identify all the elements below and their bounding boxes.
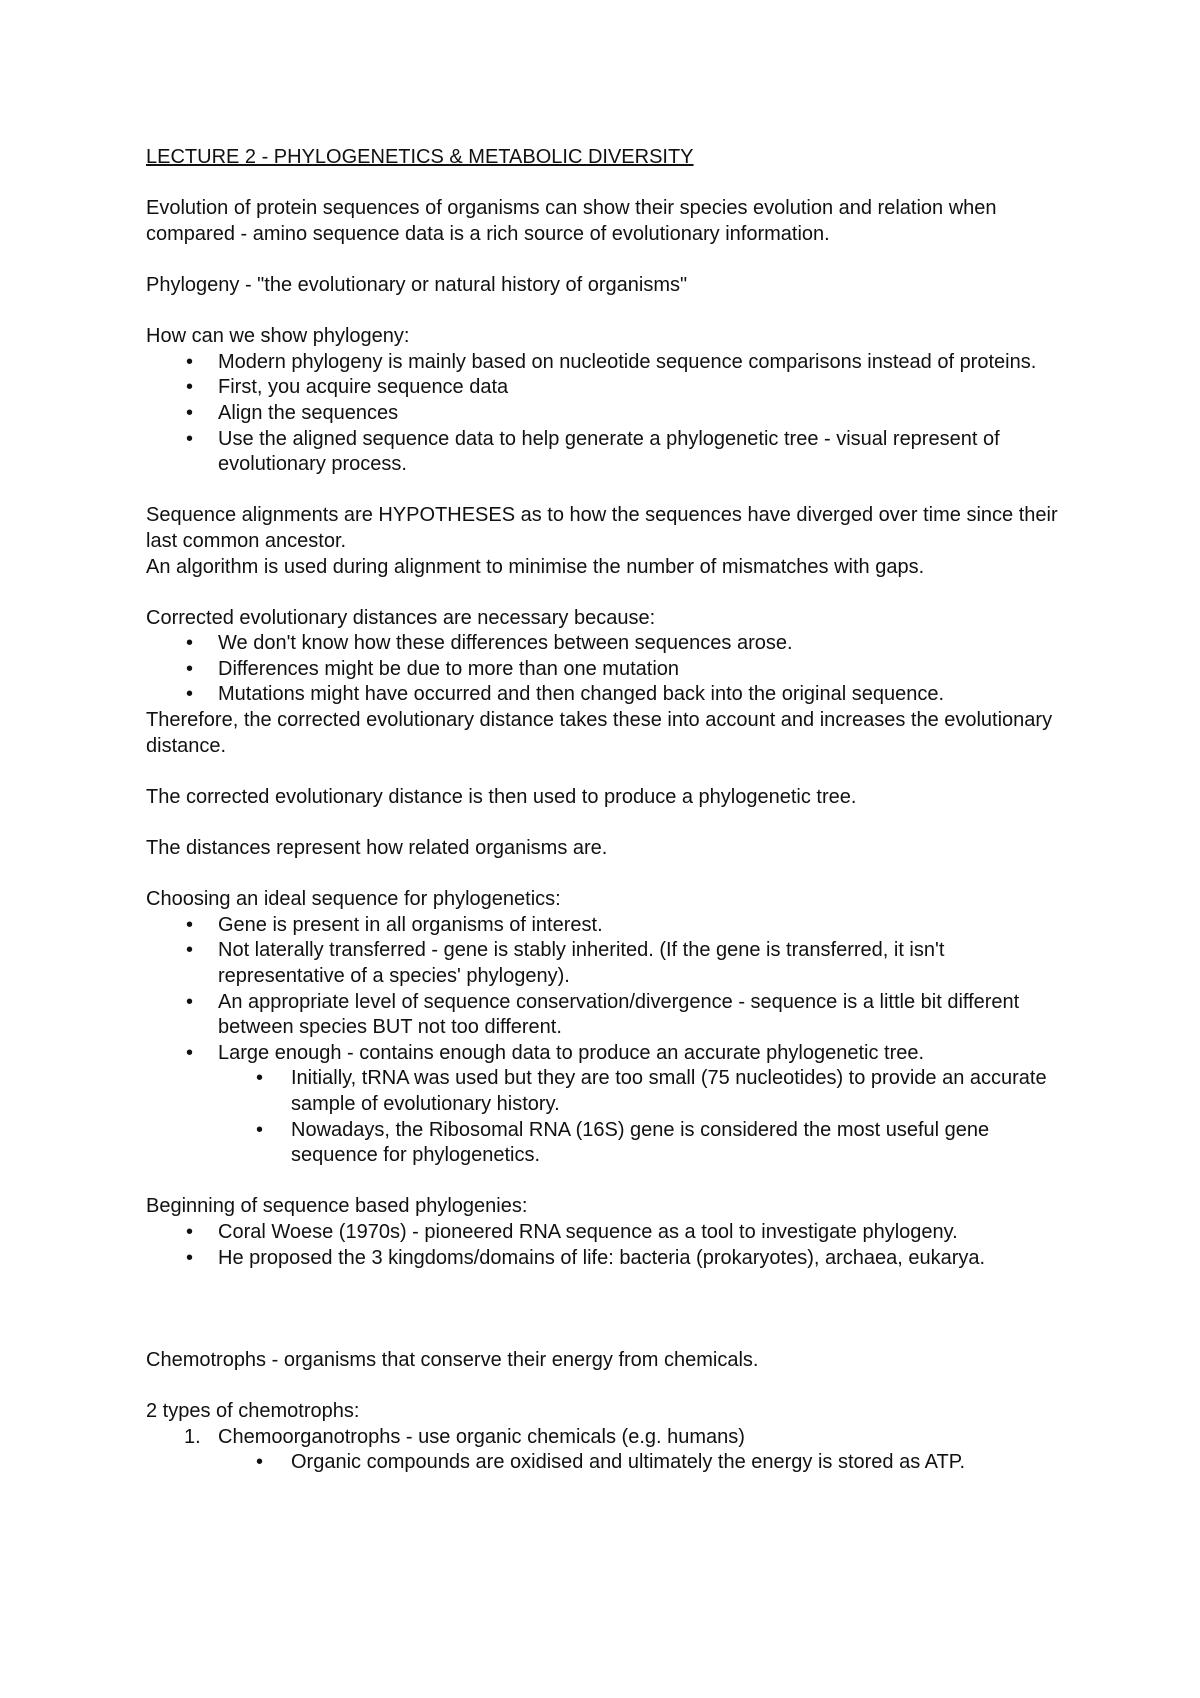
list-item: • Align the sequences: [146, 401, 1066, 427]
sub-list-item: • Organic compounds are oxidised and ultimately the energy is stored as ATP.: [146, 1450, 1066, 1476]
list-item: • An appropriate level of sequence conservation/divergence - sequence is a little bit different between species BUT not too different.: [186, 990, 1020, 1039]
chemotroph-types-sublist: [146, 1450, 1066, 1476]
list-item: • Differences might be due to more than one mutation: [146, 657, 1066, 683]
list-item: • Use the aligned sequence data to help generate a phylogenetic tree - visual represent of evolutionary process.: [186, 427, 1000, 476]
bullet-icon: •: [186, 1220, 194, 1243]
phylogeny-definition: Phylogeny - "the evolutionary or natural history of organisms": [146, 273, 688, 296]
algorithm-paragraph: An algorithm is used during alignment to minimise the number of mismatches with gaps.: [146, 555, 925, 578]
bullet-icon: •: [186, 913, 194, 936]
lecture-title: LECTURE 2 - PHYLOGENETICS & METABOLIC DIVERSITY: [146, 146, 694, 168]
list-item: • Mutations might have occurred and then changed back into the original sequence.: [146, 682, 1066, 708]
sub-list-item: • Initially, tRNA was used but they are too small (75 nucleotides) to provide an accurate sample of evolutionary history.: [256, 1067, 1047, 1115]
corrected-distances-list: [146, 631, 1066, 708]
corrected-conclusion: Therefore, the corrected evolutionary distance takes these into account and increases the evolutionary distance.: [146, 709, 1053, 757]
bullet-icon: •: [186, 683, 194, 706]
bullet-icon: •: [186, 427, 194, 450]
bullet-icon: •: [186, 657, 194, 680]
list-item: • Gene is present in all organisms of interest.: [146, 913, 1066, 939]
list-item: • First, you acquire sequence data: [146, 375, 1066, 401]
chemotroph-types-heading: 2 types of chemotrophs:: [146, 1400, 360, 1423]
tree-sentence: The corrected evolutionary distance is then used to produce a phylogenetic tree.: [146, 785, 857, 808]
chemotrophs-definition: Chemotrophs - organisms that conserve their energy from chemicals.: [146, 1348, 759, 1371]
list-item: • Coral Woese (1970s) - pioneered RNA sequence as a tool to investigate phylogeny.: [146, 1220, 1066, 1246]
intro-paragraph: Evolution of protein sequences of organisms can show their species evolution and relation when compared - amino sequence data is a rich source of evolutionary information.: [146, 197, 997, 245]
ideal-sequence-heading: Choosing an ideal sequence for phylogenetics:: [146, 888, 561, 911]
list-item: • He proposed the 3 kingdoms/domains of life: bacteria (prokaryotes), archaea, eukarya.: [146, 1246, 1066, 1272]
bullet-icon: •: [256, 1067, 264, 1090]
bullet-icon: •: [186, 401, 194, 424]
bullet-icon: •: [186, 939, 194, 962]
corrected-distances-heading: Corrected evolutionary distances are necessary because:: [146, 606, 656, 629]
alignment-paragraph: Sequence alignments are HYPOTHESES as to how the sequences have diverged over time since their last common ancestor.: [146, 504, 1058, 552]
list-item: • We don't know how these differences between sequences arose.: [146, 631, 1066, 657]
list-item: • Not laterally transferred - gene is stably inherited. (If the gene is transferred, it isn't representative of a species' phylogeny).: [186, 939, 945, 987]
ideal-sequence-list: [146, 913, 1066, 1067]
sub-list-item: • Nowadays, the Ribosomal RNA (16S) gene is considered the most useful gene sequence for phylogenetics.: [256, 1118, 990, 1167]
distances-sentence: The distances represent how related organisms are.: [146, 837, 608, 860]
show-phylogeny-heading: How can we show phylogeny:: [146, 325, 410, 348]
bullet-icon: •: [186, 1246, 194, 1269]
document-body: [146, 145, 1066, 1476]
list-number: 1.: [184, 1425, 201, 1448]
list-item: • Large enough - contains enough data to produce an accurate phylogenetic tree.: [146, 1041, 1066, 1067]
chemotroph-types-list: [146, 1425, 1066, 1451]
ideal-sequence-sublist: [146, 1066, 1066, 1168]
list-item: • Modern phylogeny is mainly based on nucleotide sequence comparisons instead of proteins.: [146, 350, 1066, 376]
bullet-icon: •: [186, 1041, 194, 1064]
show-phylogeny-list: [146, 350, 1066, 478]
bullet-icon: •: [186, 990, 194, 1013]
bullet-icon: •: [186, 376, 194, 399]
bullet-icon: •: [186, 632, 194, 655]
bullet-icon: •: [256, 1451, 264, 1474]
beginning-heading: Beginning of sequence based phylogenies:: [146, 1195, 528, 1218]
bullet-icon: •: [186, 350, 194, 373]
beginning-list: [146, 1220, 1066, 1271]
numbered-list-item: 1. Chemoorganotrophs - use organic chemicals (e.g. humans): [146, 1425, 1066, 1451]
bullet-icon: •: [256, 1118, 264, 1141]
